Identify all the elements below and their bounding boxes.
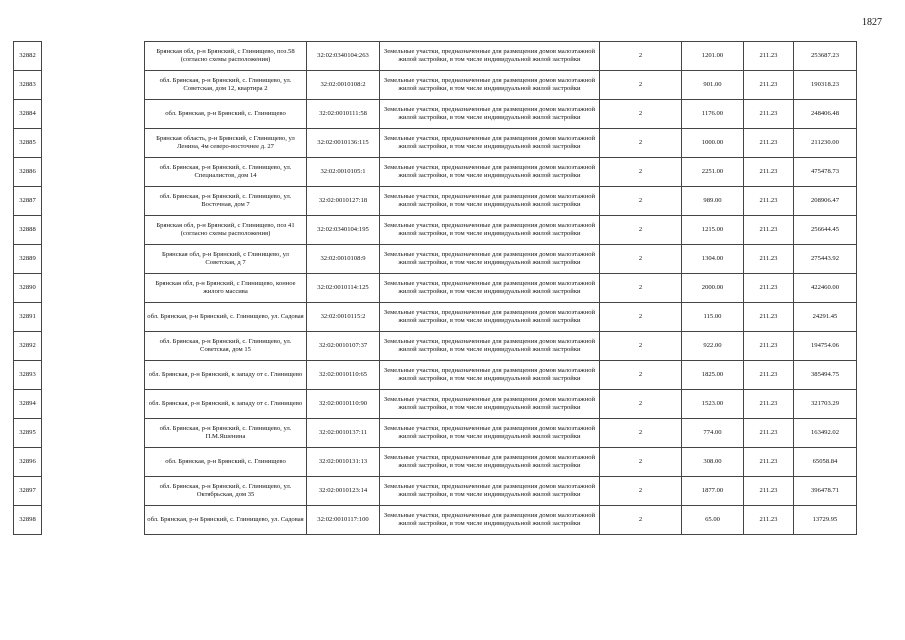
specific-value-cell: 211.23 bbox=[744, 216, 794, 245]
cadastral-value-cell: 275443.92 bbox=[794, 245, 857, 274]
area-cell: 922.00 bbox=[682, 332, 744, 361]
cadastral-value-cell: 13729.95 bbox=[794, 506, 857, 535]
land-use-cell: Земельные участки, предназначенные для размещения домов малоэтажной жилой застройки, в том числе индивидуальной жилой застройки bbox=[380, 71, 600, 100]
blank-cell bbox=[42, 42, 145, 71]
area-cell: 989.00 bbox=[682, 187, 744, 216]
row-number-cell: 32894 bbox=[14, 390, 42, 419]
group-cell: 2 bbox=[600, 187, 682, 216]
cadastral-number-cell: 32:02:0010108:9 bbox=[307, 245, 380, 274]
area-cell: 65.00 bbox=[682, 506, 744, 535]
group-cell: 2 bbox=[600, 245, 682, 274]
area-cell: 1201.00 bbox=[682, 42, 744, 71]
row-number-cell: 32893 bbox=[14, 361, 42, 390]
cadastral-value-cell: 208906.47 bbox=[794, 187, 857, 216]
land-use-cell: Земельные участки, предназначенные для размещения домов малоэтажной жилой застройки, в том числе индивидуальной жилой застройки bbox=[380, 448, 600, 477]
address-cell: обл. Брянская, р-н Брянский, с. Глинищево, ул. Восточная, дом 7 bbox=[145, 187, 307, 216]
address-cell: обл. Брянская, р-н Брянский, с. Глинищево, ул. Специалистов, дом 14 bbox=[145, 158, 307, 187]
group-cell: 2 bbox=[600, 303, 682, 332]
row-number-cell: 32883 bbox=[14, 71, 42, 100]
group-cell: 2 bbox=[600, 129, 682, 158]
land-use-cell: Земельные участки, предназначенные для размещения домов малоэтажной жилой застройки, в том числе индивидуальной жилой застройки bbox=[380, 42, 600, 71]
specific-value-cell: 211.23 bbox=[744, 187, 794, 216]
land-use-cell: Земельные участки, предназначенные для размещения домов малоэтажной жилой застройки, в том числе индивидуальной жилой застройки bbox=[380, 187, 600, 216]
row-number-cell: 32898 bbox=[14, 506, 42, 535]
blank-cell bbox=[42, 506, 145, 535]
address-cell: обл. Брянская, р-н Брянский, с. Глинищево, ул. Садовая bbox=[145, 506, 307, 535]
blank-cell bbox=[42, 419, 145, 448]
specific-value-cell: 211.23 bbox=[744, 332, 794, 361]
group-cell: 2 bbox=[600, 477, 682, 506]
address-cell: Брянская область, р-н Брянский, с Глинищево, ул Ленина, 4м северо-восточнее д. 27 bbox=[145, 129, 307, 158]
cadastral-value-cell: 256644.45 bbox=[794, 216, 857, 245]
area-cell: 1215.00 bbox=[682, 216, 744, 245]
row-number-cell: 32896 bbox=[14, 448, 42, 477]
table-row bbox=[14, 274, 857, 303]
blank-cell bbox=[42, 274, 145, 303]
blank-cell bbox=[42, 100, 145, 129]
land-use-cell: Земельные участки, предназначенные для размещения домов малоэтажной жилой застройки, в том числе индивидуальной жилой застройки bbox=[380, 245, 600, 274]
cadastral-value-cell: 190318.23 bbox=[794, 71, 857, 100]
address-cell: обл. Брянская, р-н Брянский, с. Глинищево, ул. Садовая bbox=[145, 303, 307, 332]
land-use-cell: Земельные участки, предназначенные для размещения домов малоэтажной жилой застройки, в том числе индивидуальной жилой застройки bbox=[380, 477, 600, 506]
cadastral-value-cell: 194754.06 bbox=[794, 332, 857, 361]
address-cell: обл. Брянская, р-н Брянский, к западу от с. Глинищево bbox=[145, 390, 307, 419]
address-cell: обл. Брянская, р-н Брянский, с. Глинищево bbox=[145, 448, 307, 477]
land-use-cell: Земельные участки, предназначенные для размещения домов малоэтажной жилой застройки, в том числе индивидуальной жилой застройки bbox=[380, 506, 600, 535]
table-row bbox=[14, 506, 857, 535]
specific-value-cell: 211.23 bbox=[744, 129, 794, 158]
area-cell: 2000.00 bbox=[682, 274, 744, 303]
row-number-cell: 32882 bbox=[14, 42, 42, 71]
cadastral-number-cell: 32:02:0010136:115 bbox=[307, 129, 380, 158]
area-cell: 2251.00 bbox=[682, 158, 744, 187]
cadastral-number-cell: 32:02:0010115:2 bbox=[307, 303, 380, 332]
specific-value-cell: 211.23 bbox=[744, 274, 794, 303]
blank-cell bbox=[42, 187, 145, 216]
land-use-cell: Земельные участки, предназначенные для размещения домов малоэтажной жилой застройки, в том числе индивидуальной жилой застройки bbox=[380, 390, 600, 419]
cadastral-value-cell: 396478.71 bbox=[794, 477, 857, 506]
group-cell: 2 bbox=[600, 361, 682, 390]
area-cell: 1304.00 bbox=[682, 245, 744, 274]
specific-value-cell: 211.23 bbox=[744, 506, 794, 535]
specific-value-cell: 211.23 bbox=[744, 448, 794, 477]
table-row bbox=[14, 187, 857, 216]
specific-value-cell: 211.23 bbox=[744, 390, 794, 419]
blank-cell bbox=[42, 245, 145, 274]
table-row bbox=[14, 42, 857, 71]
specific-value-cell: 211.23 bbox=[744, 42, 794, 71]
table-row bbox=[14, 158, 857, 187]
table-row bbox=[14, 477, 857, 506]
land-use-cell: Земельные участки, предназначенные для размещения домов малоэтажной жилой застройки, в том числе индивидуальной жилой застройки bbox=[380, 332, 600, 361]
specific-value-cell: 211.23 bbox=[744, 361, 794, 390]
area-cell: 1825.00 bbox=[682, 361, 744, 390]
cadastral-number-cell: 32:02:0010107:37 bbox=[307, 332, 380, 361]
group-cell: 2 bbox=[600, 419, 682, 448]
group-cell: 2 bbox=[600, 100, 682, 129]
address-cell: обл. Брянская, р-н Брянский, с. Глинищево, ул. Советская, дом 15 bbox=[145, 332, 307, 361]
blank-cell bbox=[42, 216, 145, 245]
group-cell: 2 bbox=[600, 274, 682, 303]
group-cell: 2 bbox=[600, 158, 682, 187]
area-cell: 901.00 bbox=[682, 71, 744, 100]
row-number-cell: 32891 bbox=[14, 303, 42, 332]
row-number-cell: 32886 bbox=[14, 158, 42, 187]
specific-value-cell: 211.23 bbox=[744, 100, 794, 129]
specific-value-cell: 211.23 bbox=[744, 419, 794, 448]
blank-cell bbox=[42, 448, 145, 477]
group-cell: 2 bbox=[600, 216, 682, 245]
blank-cell bbox=[42, 390, 145, 419]
address-cell: обл. Брянская, р-н Брянский, с. Глинищево, ул. Октябрьская, дом 35 bbox=[145, 477, 307, 506]
cadastral-value-cell: 211230.00 bbox=[794, 129, 857, 158]
row-number-cell: 32887 bbox=[14, 187, 42, 216]
blank-cell bbox=[42, 303, 145, 332]
address-cell: обл. Брянская, р-н Брянский, к западу от с. Глинищево bbox=[145, 361, 307, 390]
address-cell: Брянская обл, р-н Брянский, с Глинищево, поз.58 (согласно схемы расположения) bbox=[145, 42, 307, 71]
cadastral-number-cell: 32:02:0010111:58 bbox=[307, 100, 380, 129]
area-cell: 115.00 bbox=[682, 303, 744, 332]
specific-value-cell: 211.23 bbox=[744, 71, 794, 100]
cadastral-number-cell: 32:02:0340104:195 bbox=[307, 216, 380, 245]
table-row bbox=[14, 303, 857, 332]
specific-value-cell: 211.23 bbox=[744, 245, 794, 274]
specific-value-cell: 211.23 bbox=[744, 477, 794, 506]
cadastral-number-cell: 32:02:0010114:125 bbox=[307, 274, 380, 303]
cadastral-value-table bbox=[13, 41, 857, 535]
table-row bbox=[14, 332, 857, 361]
blank-cell bbox=[42, 332, 145, 361]
page-number: 1827 bbox=[862, 17, 882, 28]
land-use-cell: Земельные участки, предназначенные для размещения домов малоэтажной жилой застройки, в том числе индивидуальной жилой застройки bbox=[380, 274, 600, 303]
row-number-cell: 32892 bbox=[14, 332, 42, 361]
address-cell: Брянская обл, р-н Брянский, с Глинищево, поз 41 (согласно схемы расположения) bbox=[145, 216, 307, 245]
area-cell: 1176.00 bbox=[682, 100, 744, 129]
cadastral-value-cell: 321703.29 bbox=[794, 390, 857, 419]
area-cell: 774.00 bbox=[682, 419, 744, 448]
group-cell: 2 bbox=[600, 42, 682, 71]
specific-value-cell: 211.23 bbox=[744, 303, 794, 332]
cadastral-value-cell: 475478.73 bbox=[794, 158, 857, 187]
table-row bbox=[14, 245, 857, 274]
group-cell: 2 bbox=[600, 390, 682, 419]
blank-cell bbox=[42, 477, 145, 506]
row-number-cell: 32889 bbox=[14, 245, 42, 274]
cadastral-number-cell: 32:02:0010108:2 bbox=[307, 71, 380, 100]
cadastral-number-cell: 32:02:0010127:18 bbox=[307, 187, 380, 216]
cadastral-number-cell: 32:02:0010110:90 bbox=[307, 390, 380, 419]
cadastral-number-cell: 32:02:0340104:263 bbox=[307, 42, 380, 71]
land-use-cell: Земельные участки, предназначенные для размещения домов малоэтажной жилой застройки, в том числе индивидуальной жилой застройки bbox=[380, 100, 600, 129]
address-cell: обл. Брянская, р-н Брянский, с. Глинищево bbox=[145, 100, 307, 129]
land-use-cell: Земельные участки, предназначенные для размещения домов малоэтажной жилой застройки, в том числе индивидуальной жилой застройки bbox=[380, 158, 600, 187]
area-cell: 1523.00 bbox=[682, 390, 744, 419]
cadastral-value-cell: 248406.48 bbox=[794, 100, 857, 129]
row-number-cell: 32897 bbox=[14, 477, 42, 506]
cadastral-number-cell: 32:02:0010110:65 bbox=[307, 361, 380, 390]
address-cell: Брянская обл, р-н Брянский, с Глинищево, конное жилого массива bbox=[145, 274, 307, 303]
specific-value-cell: 211.23 bbox=[744, 158, 794, 187]
land-use-cell: Земельные участки, предназначенные для размещения домов малоэтажной жилой застройки, в том числе индивидуальной жилой застройки bbox=[380, 216, 600, 245]
land-use-cell: Земельные участки, предназначенные для размещения домов малоэтажной жилой застройки, в том числе индивидуальной жилой застройки bbox=[380, 303, 600, 332]
group-cell: 2 bbox=[600, 71, 682, 100]
cadastral-number-cell: 32:02:0010117:100 bbox=[307, 506, 380, 535]
table-row bbox=[14, 129, 857, 158]
cadastral-value-cell: 422460.00 bbox=[794, 274, 857, 303]
cadastral-number-cell: 32:02:0010131:13 bbox=[307, 448, 380, 477]
row-number-cell: 32895 bbox=[14, 419, 42, 448]
table-row bbox=[14, 361, 857, 390]
row-number-cell: 32888 bbox=[14, 216, 42, 245]
cadastral-value-cell: 385494.75 bbox=[794, 361, 857, 390]
cadastral-value-cell: 253687.23 bbox=[794, 42, 857, 71]
table-row bbox=[14, 448, 857, 477]
row-number-cell: 32885 bbox=[14, 129, 42, 158]
address-cell: обл. Брянская, р-н Брянский, с. Глинищево, ул. Советская, дом 12, квартира 2 bbox=[145, 71, 307, 100]
row-number-cell: 32884 bbox=[14, 100, 42, 129]
land-use-cell: Земельные участки, предназначенные для размещения домов малоэтажной жилой застройки, в том числе индивидуальной жилой застройки bbox=[380, 361, 600, 390]
blank-cell bbox=[42, 129, 145, 158]
area-cell: 308.00 bbox=[682, 448, 744, 477]
land-use-cell: Земельные участки, предназначенные для размещения домов малоэтажной жилой застройки, в том числе индивидуальной жилой застройки bbox=[380, 419, 600, 448]
land-use-cell: Земельные участки, предназначенные для размещения домов малоэтажной жилой застройки, в том числе индивидуальной жилой застройки bbox=[380, 129, 600, 158]
area-cell: 1000.00 bbox=[682, 129, 744, 158]
table-row bbox=[14, 100, 857, 129]
cadastral-number-cell: 32:02:0010123:14 bbox=[307, 477, 380, 506]
address-cell: обл. Брянская, р-н Брянский, с. Глинищево, ул. П.М.Яшенина bbox=[145, 419, 307, 448]
area-cell: 1877.00 bbox=[682, 477, 744, 506]
cadastral-number-cell: 32:02:0010137:11 bbox=[307, 419, 380, 448]
group-cell: 2 bbox=[600, 506, 682, 535]
group-cell: 2 bbox=[600, 448, 682, 477]
table-row bbox=[14, 216, 857, 245]
table-row bbox=[14, 71, 857, 100]
address-cell: Брянская обл, р-н Брянский, с Глинищево, ул Советская, д 7 bbox=[145, 245, 307, 274]
blank-cell bbox=[42, 361, 145, 390]
group-cell: 2 bbox=[600, 332, 682, 361]
table-row bbox=[14, 390, 857, 419]
cadastral-value-cell: 65058.84 bbox=[794, 448, 857, 477]
table-body bbox=[14, 42, 857, 535]
blank-cell bbox=[42, 158, 145, 187]
row-number-cell: 32890 bbox=[14, 274, 42, 303]
cadastral-value-cell: 24291.45 bbox=[794, 303, 857, 332]
cadastral-value-cell: 163492.02 bbox=[794, 419, 857, 448]
blank-cell bbox=[42, 71, 145, 100]
table-row bbox=[14, 419, 857, 448]
cadastral-number-cell: 32:02:0010105:1 bbox=[307, 158, 380, 187]
